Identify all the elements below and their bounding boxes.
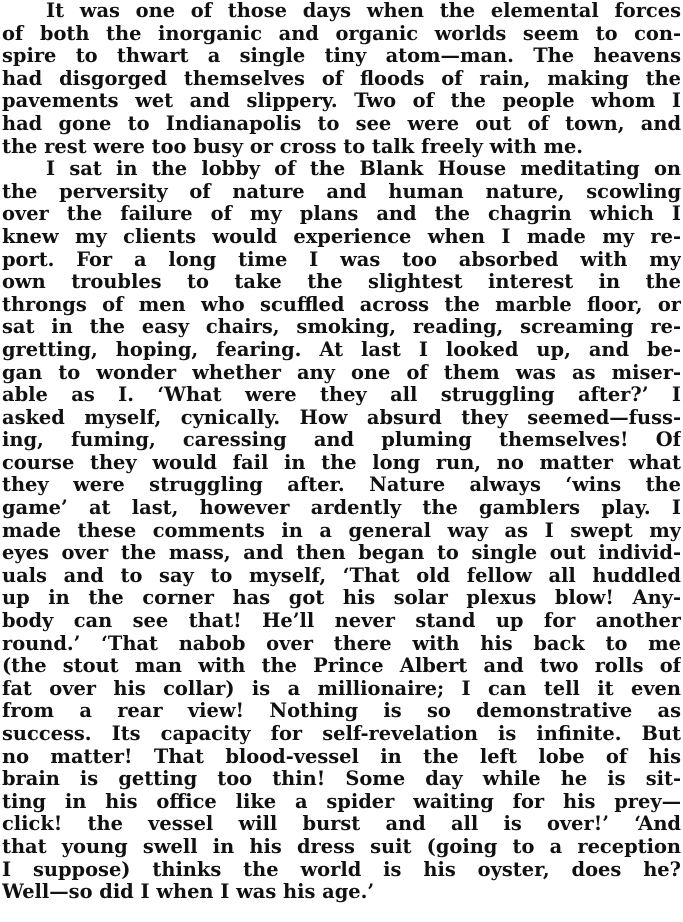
text-line: had disgorged themselves of floods of rain, making the <box>2 67 681 90</box>
text-line: uals and to say to myself, ‘That old fellow all huddled <box>2 564 681 587</box>
text-line: I sat in the lobby of the Blank House meditating on <box>46 158 681 181</box>
text-line: game’ at last, however ardently the gamblers play. I <box>2 497 681 520</box>
text-line: up in the corner has got his solar plexus blow! Any- <box>2 587 681 610</box>
text-line: able as I. ‘What were they all struggling after?’ I <box>2 384 681 407</box>
text-line: success. Its capacity for self-revelation is infinite. But <box>2 723 681 745</box>
text-line: knew my clients would experience when I made my re- <box>2 225 681 248</box>
text-line: It was one of those days when the elemental forces <box>46 0 681 22</box>
text-line: pavements wet and slippery. Two of the people whom I <box>2 90 681 113</box>
text-line: click! the vessel will burst and all is over!’ ‘And <box>2 813 681 836</box>
text-line: no matter! That blood-vessel in the left lobe of his <box>2 745 681 768</box>
text-line: sat in the easy chairs, smoking, reading, screaming re- <box>2 316 681 339</box>
text-line: from a rear view! Nothing is so demonstrative as <box>2 700 681 723</box>
text-line: spire to thwart a single tiny atom—man. The heavens <box>2 45 681 68</box>
text-line: eyes over the mass, and then began to single out individ- <box>2 542 681 565</box>
text-line: over the failure of my plans and the chagrin which I <box>2 203 681 226</box>
text-line: course they would fail in the long run, no matter what <box>2 451 681 474</box>
text-line: brain is getting too thin! Some day while he is sit- <box>2 768 681 791</box>
text-line: port. For a long time I was too absorbed with my <box>2 248 681 271</box>
text-line: of both the inorganic and organic worlds seem to con- <box>2 22 681 45</box>
text-line: throngs of men who scuffled across the marble floor, or <box>2 293 681 316</box>
text-line: asked myself, cynically. How absurd they seemed—fuss- <box>2 406 681 429</box>
text-line: they were struggling after. Nature always ‘wins the <box>2 474 681 497</box>
text-line: (the stout man with the Prince Albert and two rolls of <box>2 655 681 678</box>
text-line: round.’ ‘That nabob over there with his back to me <box>2 632 681 655</box>
text-line: I suppose) thinks the world is his oyster, does he? <box>2 858 681 881</box>
text-line: made these comments in a general way as I swept my <box>2 519 681 542</box>
text-line: ting in his office like a spider waiting for his prey— <box>2 790 681 813</box>
text-line: fat over his collar) is a millionaire; I can tell it even <box>2 677 681 700</box>
text-line: Well—so did I when I was his age.’ <box>2 881 375 904</box>
text-line: gan to wonder whether any one of them was as miser- <box>2 361 681 384</box>
text-line: body can see that! He’ll never stand up for another <box>2 610 681 633</box>
text-line: own troubles to take the slightest interest in the <box>2 271 681 294</box>
text-line: the rest were too busy or cross to talk freely with me. <box>2 135 584 158</box>
text-line: had gone to Indianapolis to see were out of town, and <box>2 112 681 135</box>
text-line: that young swell in his dress suit (going to a reception <box>2 835 681 858</box>
text-line: gretting, hoping, fearing. At last I looked up, and be- <box>2 338 681 361</box>
text-line: the perversity of nature and human nature, scowling <box>2 180 681 203</box>
text-line: ing, fuming, caressing and pluming themselves! Of <box>2 429 681 452</box>
